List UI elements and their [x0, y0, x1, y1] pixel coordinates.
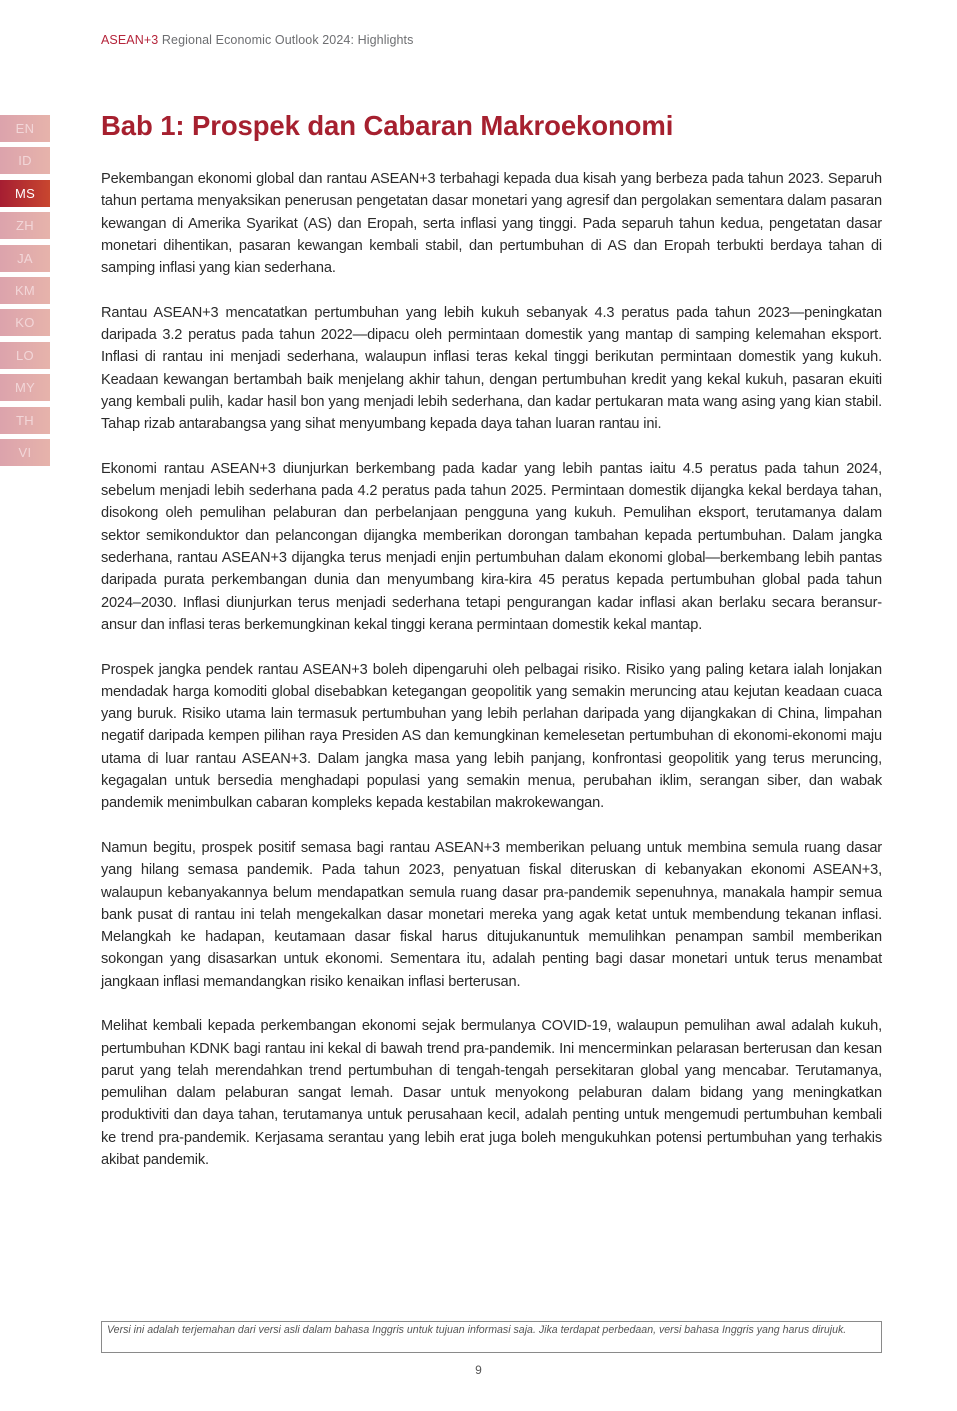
- header-title: Regional Economic Outlook 2024: Highlights: [158, 33, 414, 47]
- language-tab-zh[interactable]: ZH: [0, 212, 50, 239]
- paragraph-1: Pekembangan ekonomi global dan rantau ASEAN+3 terbahagi kepada dua kisah yang berbeza pada tahun 2023. Separuh tahun pertama menyaksikan penerusan pengetatan dasar monetari yang agresif dan pergolakan sementara dalam pasaran kewangan di Amerika Syarikat (AS) dan Eropah, serta inflasi yang tinggi. Pada separuh tahun kedua, pengetatan dasar monetari dihentikan, pasaran kewangan kembali stabil, dan pertumbuhan di AS dan Eropah terbukti berdaya tahan di samping inflasi yang kian sederhana.: [101, 171, 882, 277]
- language-tab-ko[interactable]: KO: [0, 309, 50, 336]
- chapter-title: Bab 1: Prospek dan Cabaran Makroekonomi: [101, 110, 674, 141]
- paragraph-5: Namun begitu, prospek positif semasa bagi rantau ASEAN+3 memberikan peluang untuk membina semula ruang dasar yang hilang semasa pandemik. Pada tahun 2023, penyatuan fiskal diteruskan di kebanyakan ekonomi ASEAN+3, walaupun kebanyakannya belum mendapatkan semula ruang dasar pra-pandemik sepenuhnya, manakala hampir semua bank pusat di rantau ini telah mengekalkan dasar monetari mereka yang agak ketat untuk membendung tekanan inflasi. Melangkah ke hadapan, keutamaan dasar fiskal harus ditujukanuntuk memulihkan penampan sambil memberikan sokongan yang disasarkan untuk ekonomi. Sementara itu, adalah penting bagi dasar monetari untuk terus menambat jangkaan inflasi memandangkan risiko kenaikan inflasi berterusan.: [101, 839, 882, 990]
- header-brand: ASEAN+3: [101, 33, 159, 47]
- paragraph-3: Ekonomi rantau ASEAN+3 diunjurkan berkembang pada kadar yang lebih pantas iaitu 4.5 peratus pada tahun 2024, sebelum menjadi lebih sederhana pada 4.2 peratus pada tahun 2025. Permintaan domestik dijangka kekal berdaya tahan, disokong oleh pemulihan pelaburan dan perbelanjaan pengguna yang kukuh. Pemulihan eksport, terutamanya dalam sektor semikonduktor dan pelancongan dijangka memberikan dorongan tambahan kepada pertumbuhan. Dalam jangka sederhana, rantau ASEAN+3 dijangka terus menjadi enjin pertumbuhan dalam ekonomi global—berkembang lebih pantas daripada purata perkembangan dunia dan menyumbang kira-kira 45 peratus kepada pertumbuhan global pada tahun 2024–2030. Inflasi diunjurkan terus menjadi sederhana tetapi pengurangan kadar inflasi akan berlaku secara beransur-ansur dan inflasi teras berkemungkinan kekal tinggi kerana permintaan domestik kekal mantap.: [101, 460, 882, 633]
- language-tab-my[interactable]: MY: [0, 374, 50, 401]
- running-header: [101, 33, 413, 47]
- paragraph-2: Rantau ASEAN+3 mencatatkan pertumbuhan yang lebih kukuh sebanyak 4.3 peratus pada tahun 2023—peningkatan daripada 3.2 peratus pada tahun 2022—dipacu oleh permintaan domestik yang mantap di samping kelemahan eksport. Inflasi di rantau ini menjadi sederhana, walaupun inflasi teras kekal tinggi berikutan permintaan domestik yang kukuh. Keadaan kewangan bertambah baik menjelang akhir tahun, dengan pertumbuhan kredit yang kekal kukuh, pasaran ekuiti yang kembali pulih, kadar hasil bon yang menjadi lebih sederhana, dan kadar pertukaran mata wang asing yang kian stabil. Tahap rizab antarabangsa yang sihat menyumbang kepada daya tahan luaran rantau ini.: [101, 304, 882, 433]
- language-tab-lo[interactable]: LO: [0, 342, 50, 369]
- language-tab-th[interactable]: TH: [0, 407, 50, 434]
- translation-disclaimer: Versi ini adalah terjemahan dari versi asli dalam bahasa Inggris untuk tujuan informasi saja. Jika terdapat perbedaan, versi bahasa Inggris yang harus dirujuk.: [101, 1321, 882, 1353]
- language-tab-en[interactable]: EN: [0, 115, 50, 142]
- language-tab-ja[interactable]: JA: [0, 245, 50, 272]
- language-tab-km[interactable]: KM: [0, 277, 50, 304]
- language-tab-id[interactable]: ID: [0, 147, 50, 174]
- language-tabs: [0, 115, 50, 471]
- language-tab-vi[interactable]: VI: [0, 439, 50, 466]
- chapter-body: [101, 168, 882, 1194]
- language-tab-ms[interactable]: MS: [0, 180, 50, 207]
- paragraph-6: Melihat kembali kepada perkembangan ekonomi sejak bermulanya COVID-19, walaupun pemulihan awal adalah kukuh, pertumbuhan KDNK bagi rantau ini kekal di bawah trend pra-pandemik. Ini mencerminkan pelarasan berterusan dan kesan parut yang telah merendahkan trend pertumbuhan di tengah-tengah persekitaran global yang mencabar. Terutamanya, pemulihan dalam pelaburan sangat lemah. Dasar untuk menyokong pelaburan dalam bidang yang meningkatkan produktiviti dan daya tahan, terutamanya untuk perusahaan kecil, adalah penting untuk mengemudi pertumbuhan kembali ke trend pra-pandemik. Kerjasama serantau yang lebih erat juga boleh mengukuhkan potensi pertumbuhan yang terhakis akibat pandemik.: [101, 1018, 882, 1169]
- paragraph-4: Prospek jangka pendek rantau ASEAN+3 boleh dipengaruhi oleh pelbagai risiko. Risiko yang paling ketara ialah lonjakan mendadak harga komoditi global disebabkan ketegangan geopolitik yang semakin meruncing atau kejutan keadaan cuaca yang buruk. Risiko utama lain termasuk pertumbuhan yang lebih perlahan daripada yang dijangkakan di China, limpahan negatif daripada kempen pilihan raya Presiden AS dan kemungkinan kemelesetan pertumbuhan di ekonomi-ekonomi maju utama di luar rantau ASEAN+3. Dalam jangka masa yang lebih panjang, konfrontasi geopolitik yang terus meruncing, kegagalan untuk bersedia menghadapi populasi yang semakin menua, perubahan iklim, serangan siber, dan wabak pandemik menimbulkan cabaran kompleks kepada kestabilan makrokewangan.: [101, 661, 882, 812]
- page-number: 9: [475, 1363, 482, 1377]
